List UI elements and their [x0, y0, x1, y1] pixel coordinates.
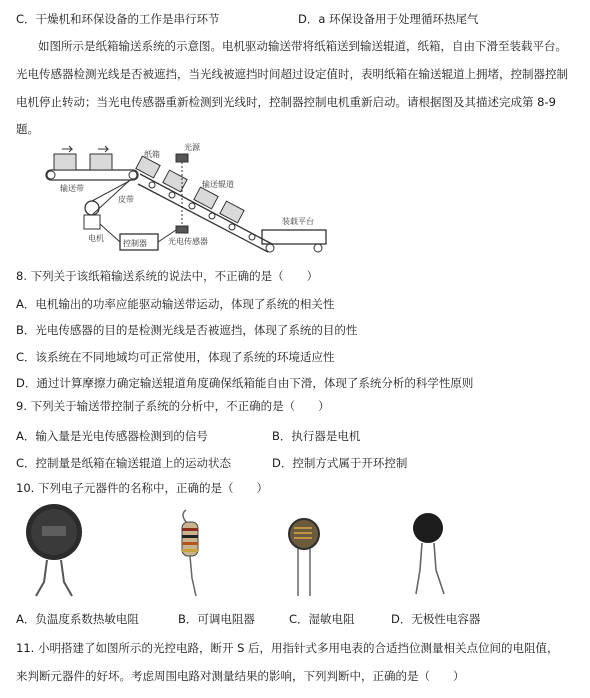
q10-option-d: D．无极性电容器	[391, 612, 481, 626]
conveyor-belt	[46, 170, 138, 180]
lead-wire	[434, 543, 444, 594]
q11-line-1: 11. 小明搭建了如图所示的光控电路，断开 S 后，用指针式多用电表的合适挡位测量相关点位间的电阻值，	[16, 641, 559, 655]
q10-option-b: B．可调电阻器	[178, 612, 255, 626]
passage-line-2: 光电传感器检测光线是否被遮挡，当光线被遮挡时间超过设定值时，表明纸箱在输送辊道上拥堵，控制器控制	[16, 67, 568, 81]
lead-wire	[190, 556, 196, 596]
q8-option-d: D．通过计算摩擦力确定输送辊道角度确保纸箱能自由下滑，体现了系统分析的科学性原则	[16, 376, 474, 390]
label-belt: 输送带	[60, 184, 84, 193]
label-roller: 输送辊道	[202, 180, 234, 189]
photoresistor-image	[282, 516, 326, 600]
label-light: 光源	[184, 143, 200, 152]
q10-stem: 10. 下列电子元器件的名称中，正确的是（ ）	[16, 481, 268, 495]
carton-on-roller-1	[136, 156, 160, 178]
motor	[84, 215, 100, 229]
label-motor: 电机	[88, 234, 104, 243]
passage-line-3: 电机停止转动；当光电传感器重新检测到光线时，控制器控制电机重新启动。请根据图及其描述完成第 8-9	[16, 95, 556, 109]
q8-stem: 8. 下列关于该纸箱输送系统的说法中，不正确的是（ ）	[16, 269, 319, 283]
q10-option-a: A．负温度系数热敏电阻	[16, 612, 139, 626]
carton-on-belt-2	[90, 154, 112, 170]
label-belt-drive: 皮带	[118, 195, 134, 204]
label-controller: 控制器	[123, 239, 147, 248]
q9-option-a: A．输入量是光电传感器检测到的信号	[16, 429, 208, 443]
arrow-icon	[98, 146, 108, 152]
lead-wire	[36, 560, 47, 596]
prev-option-c: C．干燥机和环保设备的工作是串行环节	[16, 12, 220, 26]
conveyor-system-figure	[40, 140, 340, 258]
q8-option-c: C．该系统在不同地域均可正常使用，体现了系统的环境适应性	[16, 350, 335, 364]
label-platform: 装载平台	[282, 217, 314, 226]
label-carton: 纸箱	[144, 150, 160, 159]
carton-on-roller-4	[220, 201, 244, 223]
resistor-image	[170, 508, 210, 600]
arrow-icon	[62, 146, 72, 152]
carton-on-roller-3	[194, 187, 218, 209]
passage-line-1: 如图所示是纸箱输送系统的示意图。电机驱动输送带将纸箱送到输送辊道，纸箱，自由下滑至装载平台。	[38, 39, 567, 53]
capacitor-body	[413, 513, 443, 543]
passage-line-4: 题。	[16, 122, 39, 136]
q9-option-d: D．控制方式属于开环控制	[272, 456, 408, 470]
q10-option-c: C．湿敏电阻	[289, 612, 355, 626]
photo-sensor	[176, 226, 188, 233]
q8-option-b: B．光电传感器的目的是检测光线是否被遮挡，体现了系统的目的性	[16, 323, 358, 337]
light-source	[176, 154, 188, 162]
motor-pulley	[85, 201, 99, 215]
q9-stem: 9. 下列关于输送带控制子系统的分析中，不正确的是（ ）	[16, 399, 330, 413]
capacitor-image	[404, 508, 454, 600]
q11-line-2: 来判断元器件的好坏。考虑周围电路对测量结果的影响，下列判断中，正确的是（ ）	[16, 669, 465, 683]
thermistor-image	[14, 500, 94, 600]
label-sensor: 光电传感器	[168, 237, 208, 246]
loading-platform	[262, 230, 326, 244]
lead-wire	[416, 543, 422, 594]
lead-wire	[61, 560, 72, 596]
q9-option-b: B．执行器是电机	[272, 429, 361, 443]
prev-option-d: D．a 环保设备用于处理循环热尾气	[298, 12, 479, 26]
photoresistor-head	[289, 519, 319, 549]
carton-on-belt-1	[54, 154, 76, 170]
q8-option-a: A．电机输出的功率应能驱动输送带运动，体现了系统的相关性	[16, 297, 335, 311]
q9-option-c: C．控制量是纸箱在输送辊道上的运动状态	[16, 456, 232, 470]
